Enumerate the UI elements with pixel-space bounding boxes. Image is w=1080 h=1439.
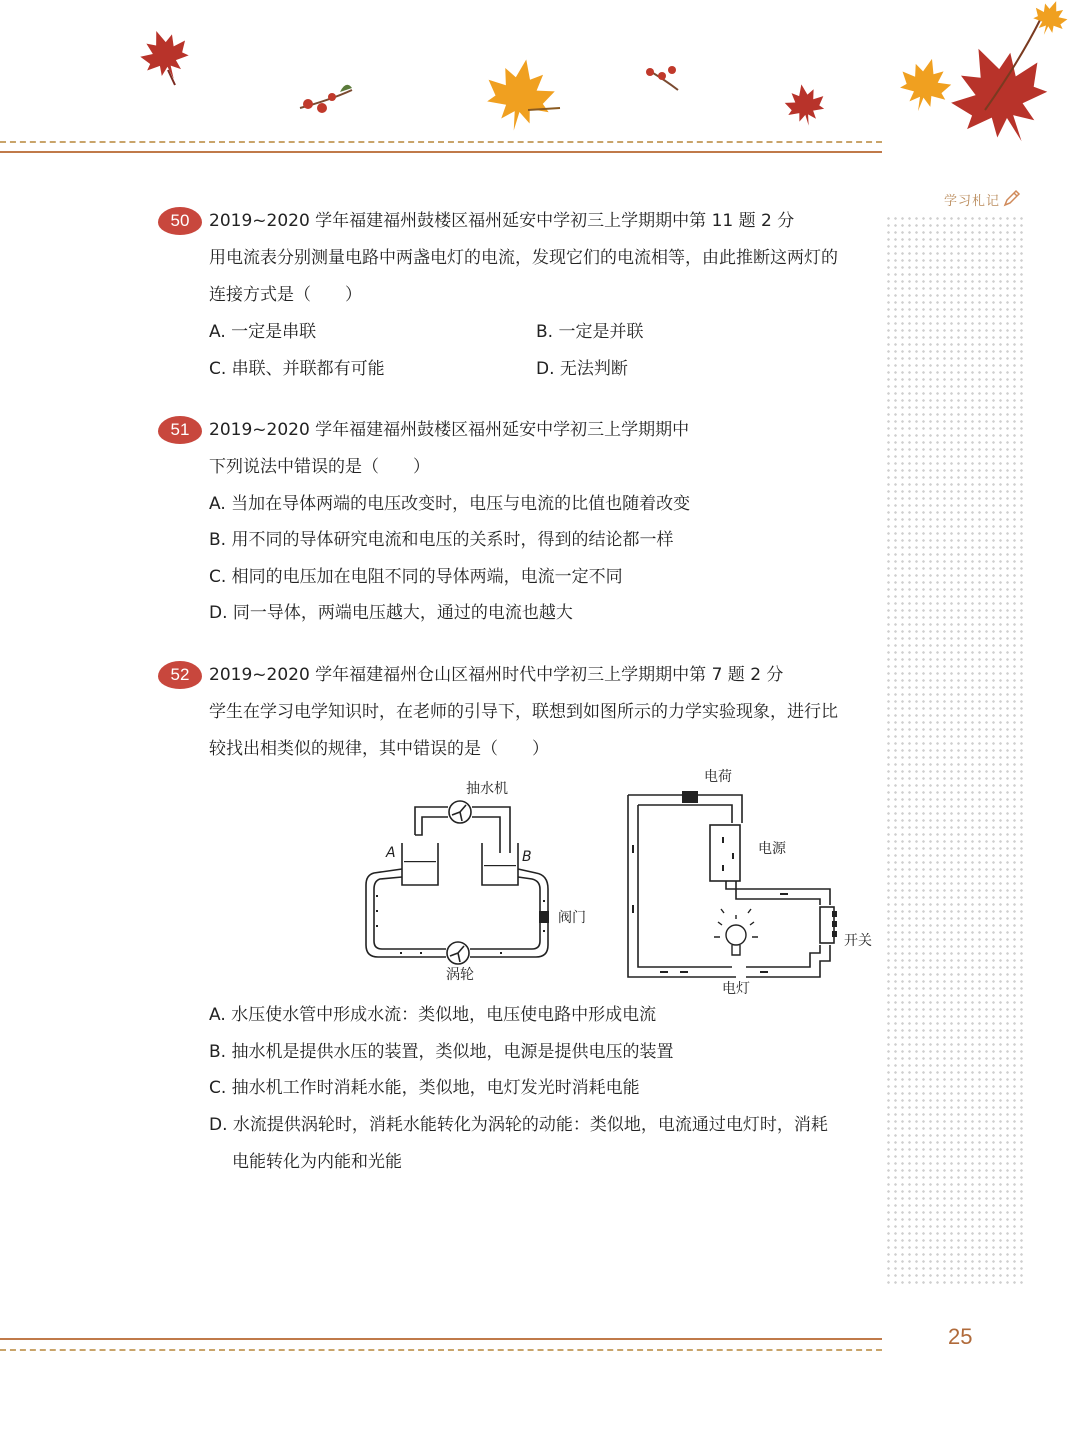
- valve-icon: [539, 911, 549, 923]
- lamp-label: 电灯: [722, 981, 750, 995]
- footer-dashed-rule: [0, 1349, 882, 1351]
- maple-leaf-icon: [481, 54, 560, 137]
- maple-leaf-icon: [134, 23, 196, 87]
- lamp-icon: [714, 909, 758, 955]
- turbine-icon: [447, 942, 469, 964]
- water-circuit-diagram: [366, 807, 548, 957]
- option-a: A. 当加在导体两端的电压改变时，电压与电流的比值也随着改变: [209, 494, 691, 514]
- pump-label: 抽水机: [466, 781, 508, 797]
- water-circuit-analogy-figure: [360, 765, 880, 995]
- pencil-icon: [1002, 188, 1022, 208]
- option-b: B. 用不同的导体研究电流和电压的关系时，得到的结论都一样: [209, 530, 674, 550]
- notes-dot-grid: [885, 215, 1023, 1287]
- question-stem-line: 连接方式是（ ）: [209, 285, 362, 305]
- question-source: 2019~2020 学年福建福州仓山区福州时代中学初三上学期期中第 7 题 2 分: [209, 665, 784, 685]
- option-d-continued: 电能转化为内能和光能: [232, 1152, 402, 1172]
- option-c: C. 抽水机工作时消耗水能，类似地，电灯发光时消耗电能: [209, 1078, 640, 1098]
- turbine-label: 涡轮: [446, 967, 474, 983]
- charge-label: 电荷: [704, 769, 732, 785]
- switch-icon: [832, 911, 837, 937]
- question-stem-line: 较找出相类似的规律，其中错误的是（ ）: [209, 739, 549, 759]
- question-50: [158, 207, 883, 387]
- electric-circuit-diagram: [628, 795, 834, 977]
- question-number-badge: 50: [158, 207, 202, 235]
- notes-label: 学习札记: [944, 194, 1001, 209]
- footer-solid-rule: [0, 1338, 882, 1340]
- berry-branch-icon: [646, 66, 678, 90]
- option-a: A. 一定是串联: [209, 322, 317, 342]
- beaker-b-label: B: [522, 849, 532, 865]
- charge-block-icon: [682, 791, 698, 803]
- page-number: 25: [948, 1324, 973, 1349]
- beaker-a-label: A: [386, 845, 396, 861]
- option-b: B. 抽水机是提供水压的装置，类似地，电源是提供电压的装置: [209, 1042, 674, 1062]
- question-stem-line: 学生在学习电学知识时，在老师的引导下，联想到如图所示的力学实验现象，进行比: [209, 702, 838, 722]
- maple-leaf-icon: [935, 20, 1064, 160]
- maple-leaf-icon: [782, 81, 828, 129]
- option-b: B. 一定是并联: [536, 322, 644, 342]
- option-d: D. 无法判断: [536, 359, 628, 379]
- header-leaves-decoration: [0, 0, 1080, 160]
- header-dashed-rule: [0, 141, 882, 143]
- option-c: C. 串联、并联都有可能: [209, 359, 385, 379]
- option-d: D. 水流提供涡轮时，消耗水能转化为涡轮的动能：类似地，电流通过电灯时，消耗: [209, 1115, 828, 1135]
- question-source: 2019~2020 学年福建福州鼓楼区福州延安中学初三上学期期中第 11 题 2 分: [209, 211, 795, 231]
- pump-icon: [449, 801, 471, 823]
- question-number-badge: 52: [158, 661, 202, 689]
- switch-label: 开关: [844, 933, 872, 949]
- question-source: 2019~2020 学年福建福州鼓楼区福州延安中学初三上学期期中: [209, 420, 690, 440]
- maple-leaf-icon: [894, 52, 957, 117]
- question-number-badge: 51: [158, 416, 202, 444]
- valve-label: 阀门: [558, 910, 586, 926]
- header-solid-rule: [0, 151, 882, 153]
- question-stem-line: 下列说法中错误的是（ ）: [209, 457, 430, 477]
- berry-branch-icon: [300, 85, 352, 113]
- source-label: 电源: [758, 841, 786, 857]
- question-51: [158, 416, 883, 631]
- option-d: D. 同一导体，两端电压越大，通过的电流也越大: [209, 603, 573, 623]
- option-c: C. 相同的电压加在电阻不同的导体两端，电流一定不同: [209, 567, 623, 587]
- question-stem-line: 用电流表分别测量电路中两盏电灯的电流，发现它们的电流相等，由此推断这两灯的: [209, 248, 838, 268]
- option-a: A. 水压使水管中形成水流：类似地，电压使电路中形成电流: [209, 1005, 657, 1025]
- maple-leaf-icon: [1028, 0, 1072, 41]
